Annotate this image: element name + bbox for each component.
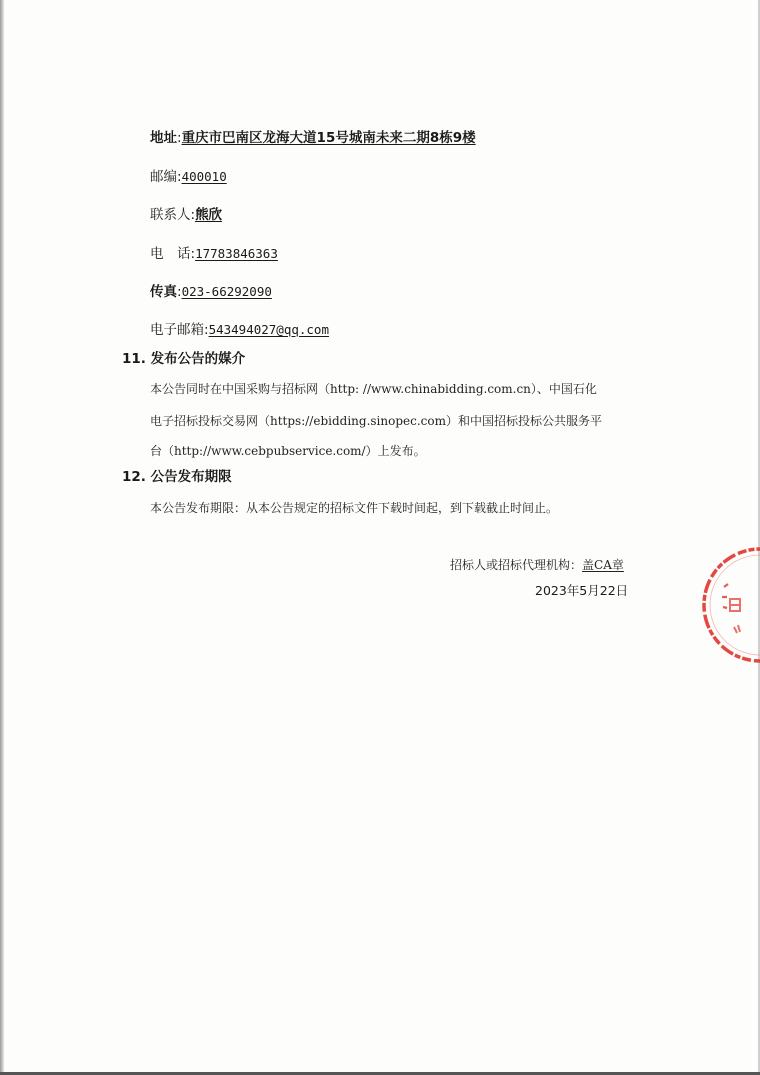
contact-person-label: 联系人 (150, 207, 191, 223)
email-label: 电子邮箱 (150, 322, 204, 338)
contact-person-sep: : (190, 207, 196, 223)
phone-sep: : (190, 246, 196, 262)
email-line (150, 318, 329, 338)
ca-stamp-text: 盖CA章 (582, 558, 624, 572)
section-11-line-2: 电子招标投标交易网（https://ebidding.sinopec.com）和中国招标投标公共服务平 (150, 414, 602, 428)
address-sep: : (177, 130, 182, 146)
phone-value: 17783846363 (195, 246, 278, 261)
scan-edge-left (0, 0, 4, 1075)
red-seal-stamp (700, 545, 760, 665)
phone-label: 电 话 (150, 246, 191, 262)
section-11-heading: 11. 发布公告的媒介 (122, 351, 246, 367)
signature-line (450, 556, 624, 573)
section-11-line-1: 本公告同时在中国采购与招标网（http: //www.chinabidding.com.cn）、中国石化 (150, 382, 597, 396)
fax-label: 传真 (150, 284, 177, 300)
postcode-sep: : (177, 169, 182, 185)
email-label-a (150, 322, 204, 338)
signature-label: 招标人或招标代理机构： (450, 558, 583, 572)
section-11-line-3: 台（http://www.cebpubservice.com/）上发布。 (150, 444, 426, 458)
fax-value: 023-66292090 (181, 284, 272, 299)
address-line (150, 126, 476, 146)
postcode-line (150, 165, 227, 185)
section-12-text: 本公告发布期限：从本公告规定的招标文件下载时间起，到下载截止时间止。 (150, 501, 559, 515)
address-value: 重庆市巴南区龙海大道15号城南未来二期8栋9楼 (181, 130, 476, 146)
email-value: 543494027@qq.com (208, 322, 329, 337)
fax-line (150, 280, 272, 300)
address-label: 地址 (150, 130, 177, 146)
contact-person-line (150, 203, 222, 223)
section-12-heading: 12. 公告发布期限 (122, 469, 232, 485)
signature-date: 2023年5月22日 (535, 583, 629, 598)
phone-line (150, 242, 278, 262)
postcode-value: 400010 (181, 169, 227, 184)
contact-person-value: 熊欣 (195, 207, 223, 223)
fax-sep: : (177, 284, 182, 300)
postcode-label: 邮编 (150, 169, 177, 185)
email-sep: : (204, 322, 209, 338)
